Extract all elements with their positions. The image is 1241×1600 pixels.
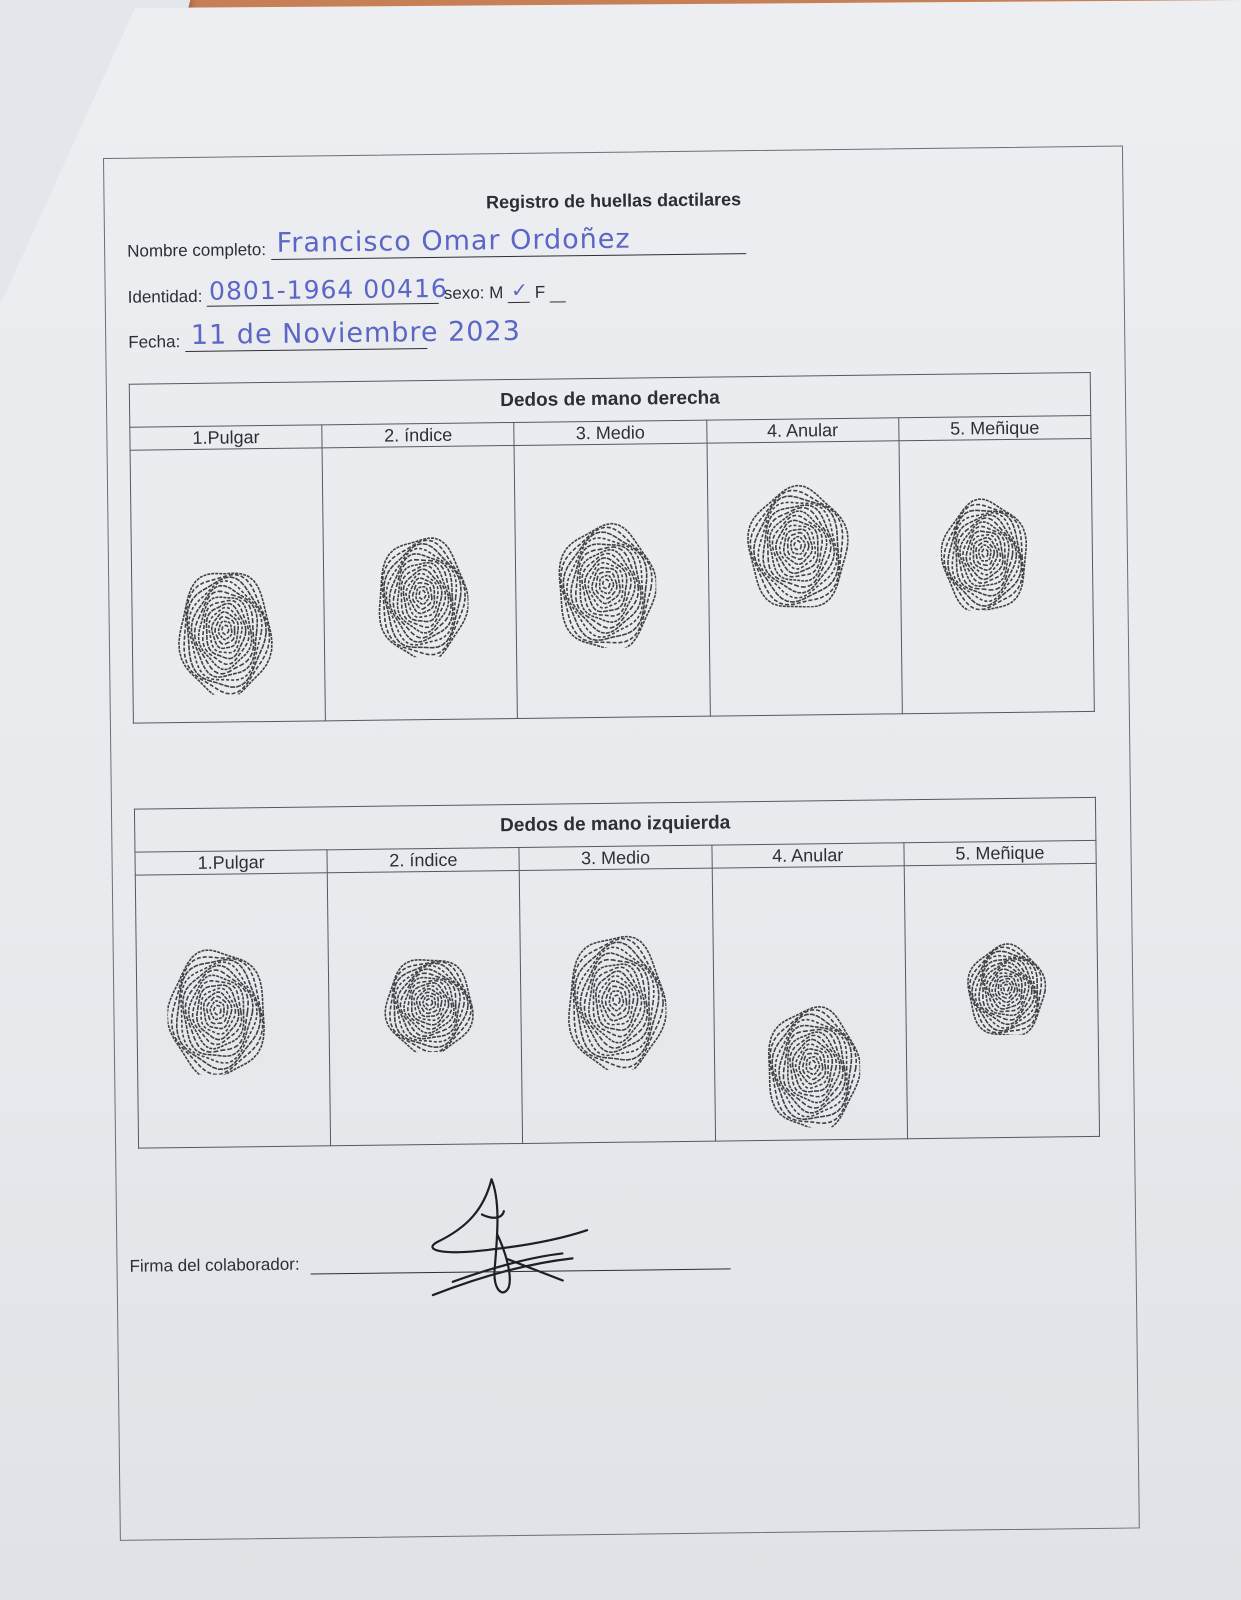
- left-ring-label: 4. Anular: [712, 843, 904, 868]
- left-hand-table: [134, 797, 1100, 1149]
- right-middle-label: 3. Medio: [514, 420, 706, 445]
- id-value: 0801-1964 00416: [208, 273, 448, 306]
- date-line: [185, 315, 521, 352]
- right-pinky-fingerprint: [940, 495, 1029, 611]
- left-ring-fingerprint: [764, 1002, 861, 1128]
- signature-field: [129, 1249, 730, 1276]
- right-ring-label: 4. Anular: [706, 418, 898, 443]
- right-pinky-label: 5. Meñique: [898, 415, 1091, 440]
- left-middle-fingerprint: [566, 929, 668, 1070]
- left-pinky-fingerprint: [965, 940, 1046, 1036]
- form-title: Registro de huellas dactilares: [485, 189, 742, 213]
- handwritten-signature: [411, 1158, 613, 1305]
- right-index-fingerprint: [376, 532, 470, 658]
- left-index-cell: [327, 870, 523, 1145]
- id-line: [207, 273, 448, 307]
- id-label: Identidad:: [127, 286, 203, 307]
- signature-line: [310, 1250, 730, 1274]
- left-thumb-cell: [135, 873, 331, 1148]
- name-label: Nombre completo:: [127, 240, 267, 261]
- signature-label: Firma del colaborador:: [129, 1254, 300, 1276]
- left-middle-label: 3. Medio: [519, 845, 711, 870]
- sex-f-line: [550, 281, 566, 302]
- right-index-cell: [322, 445, 518, 720]
- sex-f-label: F: [534, 282, 546, 302]
- sex-label: sexo: M: [443, 283, 504, 303]
- right-thumb-fingerprint: [177, 564, 274, 695]
- date-label: Fecha:: [128, 332, 181, 352]
- left-index-fingerprint: [384, 952, 475, 1053]
- left-ring-cell: [712, 866, 908, 1141]
- date-value: 11 de Noviembre 2023: [190, 315, 521, 351]
- right-middle-cell: [514, 443, 710, 718]
- left-thumb-label: 1.Pulgar: [135, 850, 327, 875]
- name-line: [271, 223, 746, 260]
- left-pinky-cell: [904, 863, 1100, 1138]
- form-frame: [103, 146, 1140, 1541]
- left-thumb-fingerprint: [167, 944, 269, 1075]
- right-thumb-label: 1.Pulgar: [130, 425, 322, 450]
- right-ring-fingerprint: [746, 482, 850, 608]
- sex-m-line: [508, 277, 530, 303]
- left-pinky-label: 5. Meñique: [904, 840, 1097, 865]
- right-thumb-cell: [130, 448, 326, 723]
- left-index-label: 2. índice: [327, 847, 519, 872]
- id-field: [127, 273, 567, 307]
- sex-check-mark: ✓: [510, 277, 529, 303]
- name-field: [127, 223, 746, 262]
- right-ring-cell: [707, 441, 903, 716]
- right-hand-header: Dedos de mano derecha: [129, 372, 1090, 427]
- date-field: [128, 315, 521, 353]
- right-index-label: 2. índice: [322, 422, 514, 447]
- left-middle-cell: [520, 868, 716, 1143]
- right-middle-fingerprint: [556, 519, 658, 648]
- left-hand-header: Dedos de mano izquierda: [134, 797, 1095, 852]
- right-hand-table: [129, 372, 1095, 724]
- right-pinky-cell: [899, 438, 1095, 713]
- name-value: Francisco Omar Ordoñez: [276, 223, 631, 259]
